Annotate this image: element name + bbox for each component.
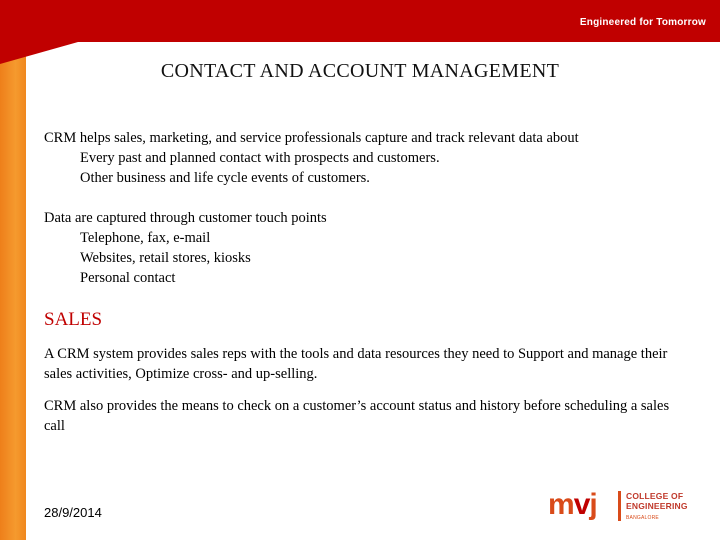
logo-tagline: BANGALORE (626, 515, 659, 521)
logo-institution-line2: ENGINEERING (626, 500, 688, 511)
mvj-logo (548, 488, 704, 530)
logo-wordmark (548, 490, 597, 520)
logo-divider (618, 491, 621, 521)
logo-letter-m: m (548, 488, 574, 521)
left-accent-bar (0, 0, 26, 540)
paragraph-sales-tools: A CRM system provides sales reps with the tools and data resources they need to Support and manage their sales activities, Optimize cross- and up-selling. (44, 346, 668, 382)
paragraph-account-status: CRM also provides the means to check on a customer’s account status and history before scheduling a sales call (44, 398, 670, 434)
bullet-past-planned-contact: Every past and planned contact with prospects and customers. (80, 150, 440, 166)
logo-letter-j: j (589, 488, 597, 521)
paragraph-block-sales-tools (44, 344, 684, 384)
banner-tagline: Engineered for Tomorrow (579, 17, 706, 28)
paragraph-touch-points: Data are captured through customer touch points (44, 210, 327, 226)
bullet-personal-contact: Personal contact (80, 270, 176, 286)
left-accent-bar-gradient (0, 0, 26, 540)
bullet-websites-retail-kiosks: Websites, retail stores, kiosks (80, 250, 251, 266)
logo-institution-line1: COLLEGE OF (626, 491, 684, 501)
slide-body (44, 128, 684, 436)
paragraph-block-account-status (44, 396, 684, 436)
top-banner (0, 0, 720, 42)
paragraph-crm-helps: CRM helps sales, marketing, and service professionals capture and track relevant data about (44, 130, 579, 146)
footer-date: 28/9/2014 (44, 505, 102, 520)
bullet-life-cycle-events: Other business and life cycle events of customers. (80, 170, 370, 186)
logo-letter-v: v (573, 488, 590, 521)
page-title: CONTACT AND ACCOUNT MANAGEMENT (160, 60, 560, 82)
banner-triangle-decoration (0, 42, 78, 64)
section-heading-sales: SALES (44, 309, 103, 330)
bullet-telephone-fax-email: Telephone, fax, e-mail (80, 230, 211, 246)
spacer-1 (44, 188, 684, 208)
spacer-2 (44, 288, 684, 308)
logo-institution-name (626, 492, 688, 511)
